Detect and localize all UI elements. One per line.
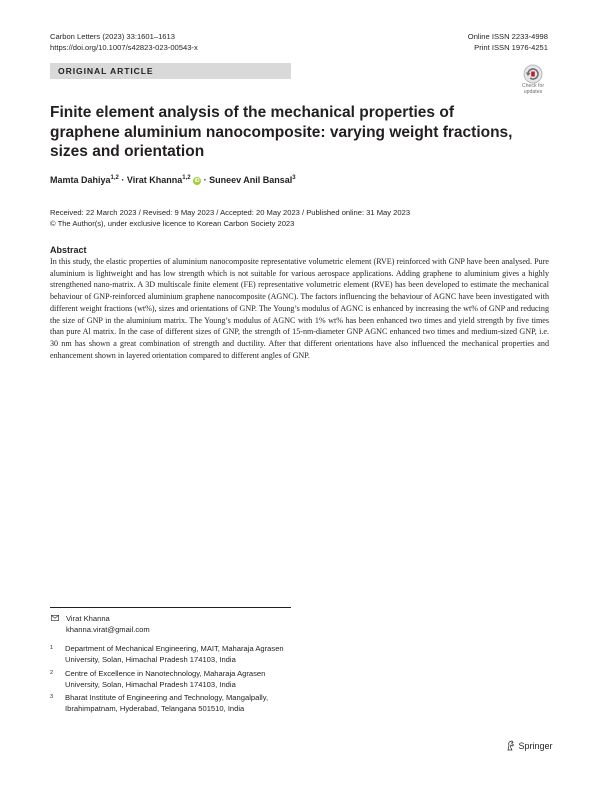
publisher-logo xyxy=(506,740,553,751)
author-name[interactable]: Mamta Dahiya xyxy=(50,175,111,185)
author-affiliation-sup: 1,2 xyxy=(182,175,191,181)
abstract-heading: Abstract xyxy=(50,245,87,255)
author-name[interactable]: Virat Khanna xyxy=(126,175,183,185)
author-affiliation-sup: 1,2 xyxy=(110,175,119,181)
corresponding-author-email[interactable]: khanna.virat@gmail.com xyxy=(66,625,150,634)
footnote-divider xyxy=(50,607,291,608)
header-right xyxy=(468,31,548,53)
affiliation-number: 3 xyxy=(50,694,54,700)
dates-line: Received: 22 March 2023 / Revised: 9 May 2023 / Accepted: 20 May 2023 / Published online: 31 May 2023 xyxy=(50,208,411,217)
author-affiliation-sup: 3 xyxy=(292,175,296,181)
article-type-banner: ORIGINAL ARTICLE xyxy=(50,63,291,79)
author-list xyxy=(50,175,296,185)
envelope-icon xyxy=(51,615,59,621)
check-updates-line2: updates xyxy=(523,88,543,95)
print-issn: Print ISSN 1976-4251 xyxy=(474,43,548,52)
journal-citation: Carbon Letters (2023) 33:1601–1613 xyxy=(50,32,175,41)
corresponding-author-name: Virat Khanna xyxy=(66,614,110,623)
affiliation-number: 2 xyxy=(50,670,54,676)
affiliation-number: 1 xyxy=(50,645,54,651)
affiliation-text: Bharat Institute of Engineering and Technology, Mangalpally, Ibrahimpatnam, Hyderabad, Telangana 501510, India xyxy=(65,693,269,713)
header-left xyxy=(50,31,198,53)
corresponding-author xyxy=(66,613,150,635)
publication-history xyxy=(50,207,410,229)
article-title: Finite element analysis of the mechanical properties of graphene aluminium nanocomposite: varying weight fractions, sizes and orientation xyxy=(50,104,513,160)
author-separator: · xyxy=(118,175,127,185)
check-updates-icon xyxy=(518,64,548,84)
author-name[interactable]: Suneev Anil Bansal xyxy=(209,175,293,185)
springer-horse-icon xyxy=(506,740,516,751)
abstract-text: In this study, the elastic properties of aluminium nanocomposite representative volumetric element (RVE) reinforced with GNP have been analysed. Pure aluminium is lightweight and has low strength which is not suitable for various aerospace applications. Adding graphene to aluminium gives a highly strengthened nano-matrix. A 3D multiscale finite element (FE) representative volumetric element (RVE) has been developed to estimate the mechanical behaviour of GNP-reinforced aluminium graphene nanocomposite (AGNC). The factors influencing the behaviour of AGNC have been investigated with different weight fractions (wt%), sizes and orientations of GNP. The Young’s modulus of AGNC is enhanced by increasing the wt% of GNP and reducing the size of GNP in the aluminium matrix. The Young’s modulus of AGNC with 1% wt% has been enhanced two times and yield strength by five times than pure Al matrix. In the case of different sizes of GNP, the strength of 15-nm-diameter GNP AGNC enhanced two times and medium-sized GNP, i.e. 30 nm has shown a great combination of strength and ductility. After that different orientations have also influenced the mechanical properties and enhancement shown in layered orientation compared to different angles of GNP. xyxy=(50,257,549,360)
publisher-name: Springer xyxy=(518,741,553,751)
check-for-updates-badge[interactable] xyxy=(518,64,548,95)
online-issn: Online ISSN 2233-4998 xyxy=(467,32,548,41)
check-updates-line1: Check for xyxy=(521,83,545,89)
doi-link[interactable]: https://doi.org/10.1007/s42823-023-00543-x xyxy=(50,43,198,52)
author-separator: · xyxy=(201,175,210,185)
copyright-line: © The Author(s), under exclusive licence to Korean Carbon Society 2023 xyxy=(50,219,295,228)
affiliation-text: Centre of Excellence in Nanotechnology, Maharaja Agrasen University, Solan, Himachal Pradesh 174103, India xyxy=(65,669,266,689)
affiliation-text: Department of Mechanical Engineering, MAIT, Maharaja Agrasen University, Solan, Himachal Pradesh 174103, India xyxy=(65,644,284,664)
orcid-icon[interactable]: iD xyxy=(194,178,200,184)
